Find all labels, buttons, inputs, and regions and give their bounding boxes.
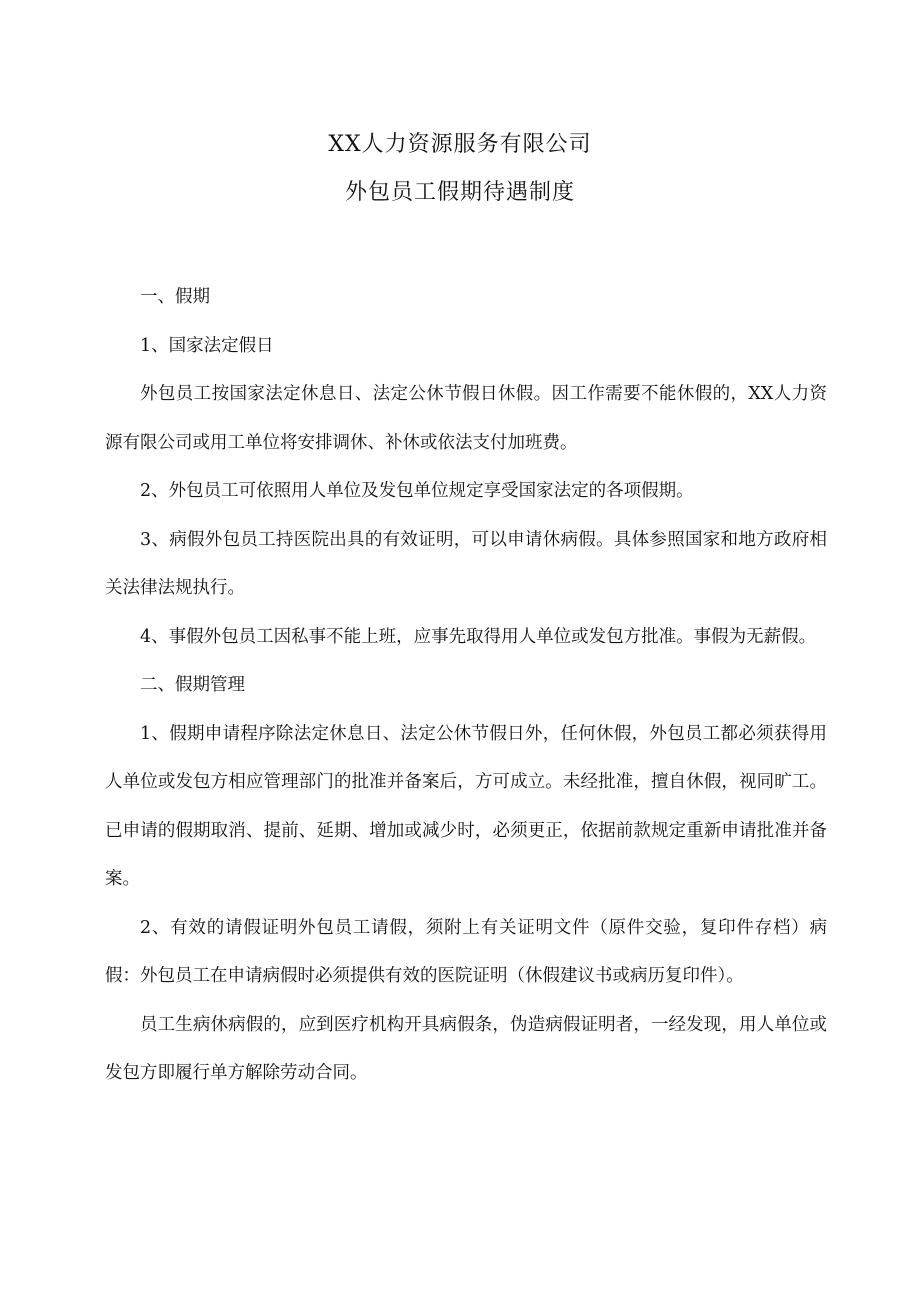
paragraph: 2、外包员工可依照用人单位及发包单位规定享受国家法定的各项假期。 — [140, 481, 694, 501]
paragraph: 2、有效的请假证明外包员工请假，须附上有关证明文件（原件交验，复印件存档）病假：外包员工在申请病假时必须提供有效的医院证明（休假建议书或病历复印件）。 — [105, 917, 827, 986]
document-title: 外包员工假期待遇制度 — [344, 180, 575, 205]
paragraph: 3、病假外包员工持医院出具的有效证明，可以申请休病假。具体参照国家和地方政府相关法律法规执行。 — [105, 529, 827, 598]
paragraph: 员工生病休病假的，应到医疗机构开具病假条，伪造病假证明者，一经发现，用人单位或发包方即履行单方解除劳动合同。 — [105, 1014, 827, 1083]
section-heading-holidays: 一、假期 — [140, 287, 210, 307]
paragraph: 外包员工按国家法定休息日、法定公休节假日休假。因工作需要不能休假的，XX人力资源有限公司或用工单位将安排调休、补休或依法支付加班费。 — [105, 384, 827, 453]
paragraph: 4、事假外包员工因私事不能上班，应事先取得用人单位或发包方批准。事假为无薪假。 — [140, 626, 817, 647]
paragraph: 1、假期申请程序除法定休息日、法定公休节假日外，任何休假，外包员工都必须获得用人单位或发包方相应管理部门的批准并备案后，方可成立。未经批准，擅自休假，视同旷工。已申请的假期取消、提前、延期、增加或减少时，必须更正，依据前款规定重新申请批准并备案。 — [105, 723, 827, 889]
subsection-heading: 1、国家法定假日 — [140, 335, 274, 356]
document-body — [105, 273, 827, 1098]
company-name: XX人力资源服务有限公司 — [328, 132, 592, 157]
section-heading-management: 二、假期管理 — [140, 675, 245, 695]
